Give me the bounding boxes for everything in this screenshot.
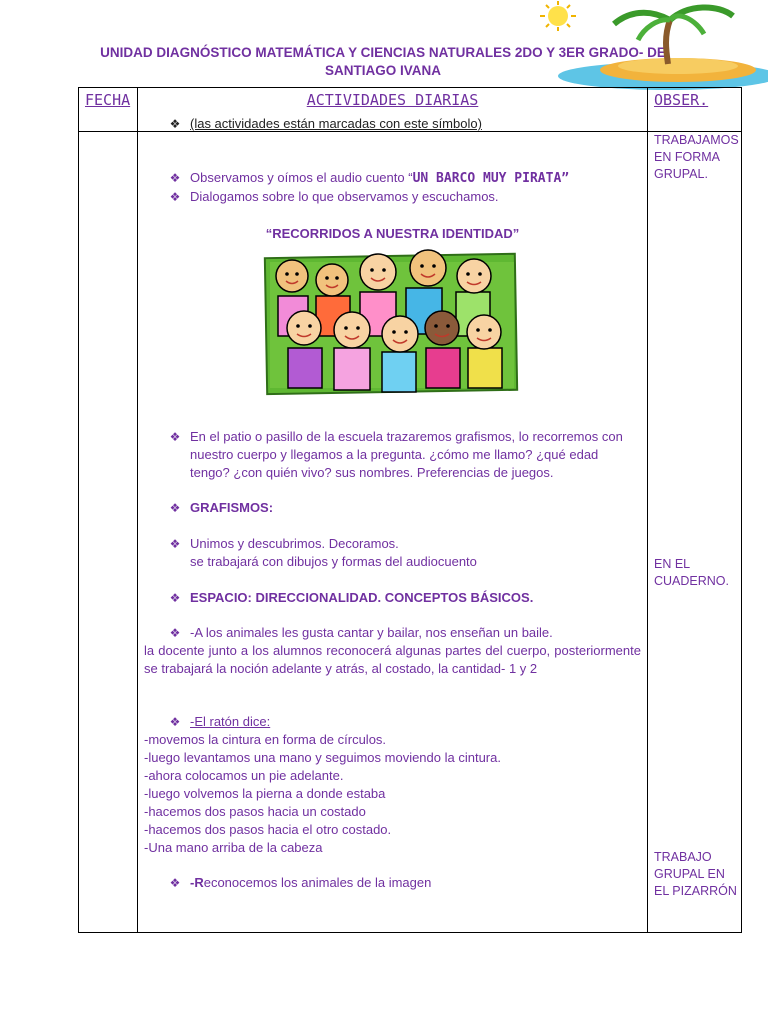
children-group-illustration [260, 248, 522, 408]
raton-instructions [144, 731, 641, 857]
diamond-bullet-icon: ❖ [169, 116, 181, 131]
activity-unimos-line1: Unimos y descubrimos. Decoramos. [190, 536, 399, 551]
header-obser: OBSER. [648, 88, 742, 132]
activity-raton-dice: -El ratón dice: [190, 714, 271, 729]
diamond-bullet-icon: ❖ [169, 715, 181, 729]
fecha-cell [79, 132, 138, 933]
activities-table [78, 87, 742, 933]
observations-cell [648, 132, 742, 933]
list-item: -luego levantamos una mano y seguimos moviendo la cintura. [144, 750, 501, 765]
island-palm-illustration [518, 0, 768, 90]
header-fecha: FECHA [79, 88, 138, 132]
list-item: -Una mano arriba de la cabeza [144, 840, 323, 855]
list-item: -luego volvemos la pierna a donde estaba [144, 786, 386, 801]
list-item: -movemos la cintura en forma de círculos. [144, 732, 387, 747]
diamond-bullet-icon: ❖ [169, 876, 181, 890]
diamond-bullet-icon: ❖ [169, 430, 181, 444]
document-title: UNIDAD DIAGNÓSTICO MATEMÁTICA Y CIENCIAS NATURALES 2DO Y 3ER GRADO- DE SANTIAGO IVANA [100, 45, 666, 78]
list-item: -hacemos dos pasos hacia el otro costado. [144, 822, 392, 837]
list-item: -ahora colocamos un pie adelante. [144, 768, 344, 783]
activity-espacio-title: ESPACIO: DIRECCIONALIDAD. CONCEPTOS BÁSICOS. [190, 590, 534, 605]
observation-cuaderno: EN EL CUADERNO. [654, 557, 730, 588]
activity-reconocemos: -Reconocemos los animales de la imagen [190, 875, 432, 890]
activity-animales-baile: -A los animales les gusta cantar y bailar, nos enseñan un baile. [190, 625, 553, 640]
marker-note: ❖ (las actividades están marcadas con este símbolo) [169, 116, 482, 131]
header-actividades: ACTIVIDADES DIARIAS ❖ (las actividades están marcadas con este símbolo) [138, 88, 648, 132]
section-title: “RECORRIDOS A NUESTRA IDENTIDAD” [265, 226, 520, 241]
diamond-bullet-icon: ❖ [169, 171, 181, 185]
diamond-bullet-icon: ❖ [169, 537, 181, 551]
activity-dialogamos: Dialogamos sobre lo que observamos y escuchamos. [190, 189, 499, 204]
activity-grafismos-patio: En el patio o pasillo de la escuela trazaremos grafismos, lo recorremos con nuestro cuerpo y llegamos a la pregunta. ¿cómo me llamo? ¿qué edad tengo? ¿con quién vivo? sus nombres. Preferencias de juegos. [190, 429, 623, 480]
list-item: -hacemos dos pasos hacia un costado [144, 804, 366, 819]
activity-unimos-line2: se trabajará con dibujos y formas del audiocuento [190, 554, 477, 569]
diamond-bullet-icon: ❖ [169, 626, 181, 640]
activity-grafismos-title: GRAFISMOS: [190, 500, 274, 515]
observation-grupal: TRABAJAMOS EN FORMA GRUPAL. [654, 133, 739, 181]
activities-cell [138, 132, 648, 933]
diamond-bullet-icon: ❖ [169, 591, 181, 605]
observation-pizarron: TRABAJO GRUPAL EN EL PIZARRÓN [654, 850, 737, 898]
activity-audio-cuento: Observamos y oímos el audio cuento “UN BARCO MUY PIRATA” [190, 170, 570, 186]
diamond-bullet-icon: ❖ [169, 190, 181, 204]
activity-docente-paragraph: la docente junto a los alumnos reconocerá algunas partes del cuerpo, posteriormente se trabajará la noción adelante y atrás, al costado, la cantidad- 1 y 2 [144, 643, 641, 676]
diamond-bullet-icon: ❖ [169, 501, 181, 515]
